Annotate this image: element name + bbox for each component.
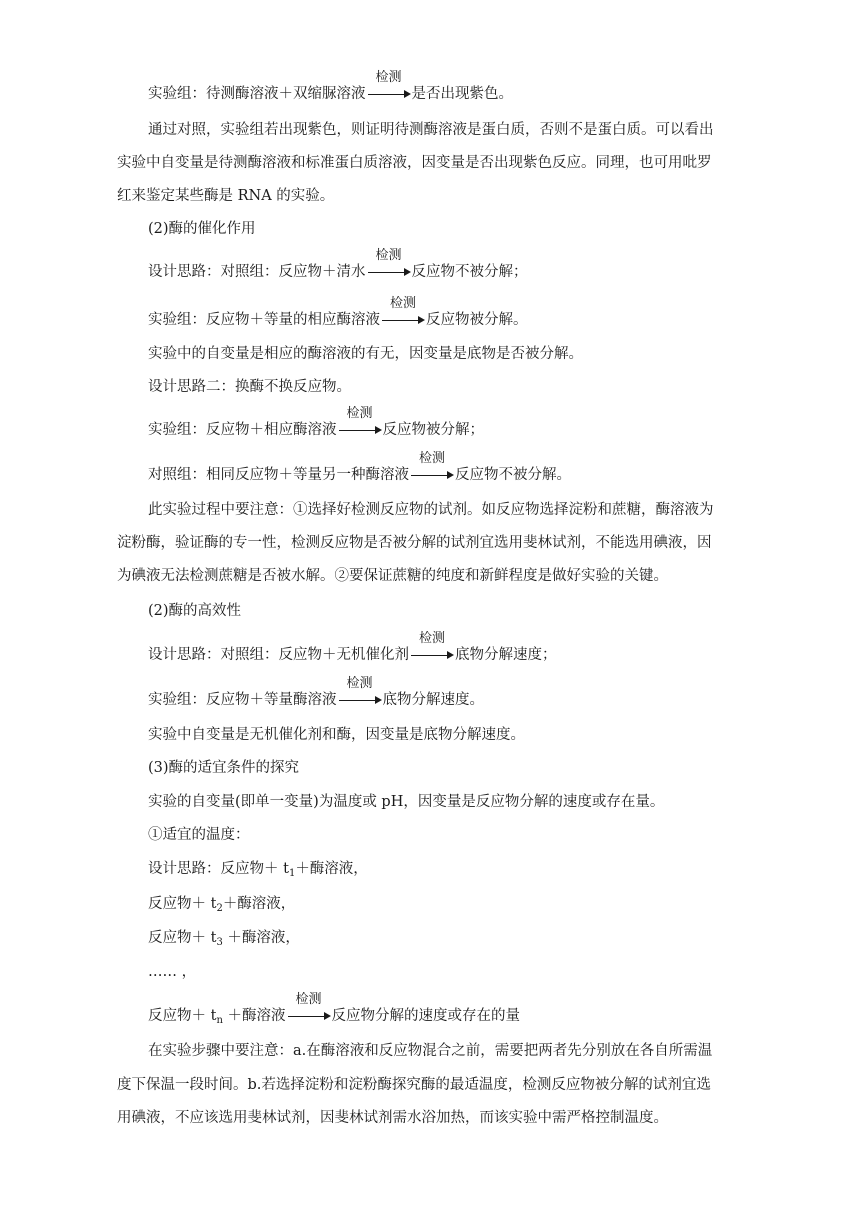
temperature-line: [148, 859, 757, 884]
paragraph-line: 在实验步骤中要注意：a.在酶溶液和反应物混合之前，需要把两者先分别放在各自所需温: [148, 1043, 713, 1059]
detection-arrow: [287, 992, 331, 1022]
text-segment: 实验组：反应物＋等量酶溶液: [148, 692, 337, 708]
text-segment: ＋酶溶液，: [222, 896, 296, 912]
arrow-label: 检测: [389, 296, 416, 311]
section-heading-catalysis: (2)酶的催化作用: [148, 221, 256, 237]
arrow-label: 检测: [418, 451, 445, 466]
paragraph-line: 实验的自变量(即单一变量)为温度或 pH，因变量是反应物分解的速度或存在量。: [148, 794, 665, 810]
subscript: 3: [216, 937, 223, 948]
experiment-group-line: [148, 70, 757, 104]
temperature-line: [148, 992, 757, 1031]
paragraph-line: 淀粉酶，验证酶的专一性，检测反应物是否被分解的试剂宜选用斐林试剂，不能选用碘液，因: [117, 535, 712, 551]
temperature-line: [148, 928, 757, 953]
arrow-label: 检测: [418, 631, 445, 646]
design-line: [148, 296, 757, 330]
detection-arrow: [338, 406, 382, 436]
paragraph-line: 用碘液，不应该选用斐林试剂，因斐林试剂需水浴加热，而该实验中需严格控制温度。: [117, 1110, 668, 1126]
text-segment: 实验组：待测酶溶液＋双缩脲溶液: [148, 86, 366, 102]
text-segment: 实验组：反应物＋等量的相应酶溶液: [148, 312, 380, 328]
text-segment: ＋酶溶液: [222, 1008, 286, 1024]
paragraph-line: 度下保温一段时间。b.若选择淀粉和淀粉酶探究酶的最适温度，检测反应物被分解的试剂宜选: [117, 1077, 711, 1093]
detection-arrow: [367, 248, 411, 278]
text-segment: 底物分解速度；: [455, 647, 557, 663]
text-segment: 反应物不被分解；: [411, 264, 528, 280]
detection-arrow: [381, 296, 425, 326]
paragraph-line: 为碘液无法检测蔗糖是否被水解。②要保证蔗糖的纯度和新鲜程度是做好实验的关键。: [117, 568, 668, 584]
text-segment: 反应物＋ t: [148, 896, 217, 912]
text-segment: 反应物被分解。: [426, 312, 528, 328]
text-segment: ＋酶溶液，: [295, 861, 368, 877]
paragraph-line: 红来鉴定某些酶是 RNA 的实验。: [117, 188, 335, 204]
text-segment: 是否出现紫色。: [411, 86, 513, 102]
text-segment: 对照组：相同反应物＋等量另一种酶溶液: [148, 467, 409, 483]
paragraph-line: ①适宜的温度：: [148, 827, 250, 843]
ellipsis-line: …… ，: [148, 964, 197, 980]
design-line: [148, 451, 757, 485]
paragraph-line: 设计思路二：换酶不换反应物。: [148, 379, 351, 395]
text-segment: 设计思路：对照组：反应物＋清水: [148, 264, 366, 280]
design-line: [148, 631, 757, 665]
paragraph-line: 实验中的自变量是相应的酶溶液的有无，因变量是底物是否被分解。: [148, 346, 583, 362]
text-segment: 反应物不被分解。: [455, 467, 571, 483]
subscript: n: [216, 1015, 223, 1026]
subscript: 1: [288, 868, 296, 879]
text-segment: 设计思路：对照组：反应物＋无机催化剂: [148, 647, 409, 663]
arrow-label: 检测: [375, 70, 402, 85]
text-segment: 反应物＋ t: [148, 930, 217, 946]
text-segment: ＋酶溶液，: [222, 930, 300, 946]
arrow-label: 检测: [346, 406, 373, 421]
subscript: 2: [216, 903, 223, 914]
text-segment: 反应物被分解；: [382, 422, 484, 438]
section-heading-efficiency: (2)酶的高效性: [148, 603, 242, 619]
detection-arrow: [410, 631, 454, 661]
detection-arrow: [338, 676, 382, 706]
design-line: [148, 248, 757, 282]
detection-arrow: [367, 70, 411, 100]
detection-arrow: [410, 451, 454, 481]
paragraph-line: 实验中自变量是待测酶溶液和标准蛋白质溶液，因变量是否出现紫色反应。同理，也可用吡罗: [117, 155, 712, 171]
text-segment: 设计思路：反应物＋ t: [148, 861, 289, 877]
paragraph-line: 实验中自变量是无机催化剂和酶，因变量是底物分解速度。: [148, 727, 525, 743]
arrow-label: 检测: [346, 676, 373, 691]
paragraph-line: 通过对照，实验组若出现紫色，则证明待测酶溶液是蛋白质，否则不是蛋白质。可以看出: [148, 122, 714, 138]
arrow-label: 检测: [295, 992, 322, 1007]
text-segment: 反应物＋ t: [148, 1008, 217, 1024]
temperature-line: [148, 894, 757, 919]
arrow-label: 检测: [375, 248, 402, 263]
paragraph-line: 此实验过程中要注意：①选择好检测反应物的试剂。如反应物选择淀粉和蔗糖，酶溶液为: [148, 502, 714, 518]
text-segment: 实验组：反应物＋相应酶溶液: [148, 422, 337, 438]
design-line: [148, 676, 757, 710]
section-heading-conditions: (3)酶的适宜条件的探究: [148, 760, 300, 776]
design-line: [148, 406, 757, 440]
text-segment: 底物分解速度。: [382, 692, 484, 708]
text-segment: 反应物分解的速度或存在的量: [331, 1008, 520, 1024]
